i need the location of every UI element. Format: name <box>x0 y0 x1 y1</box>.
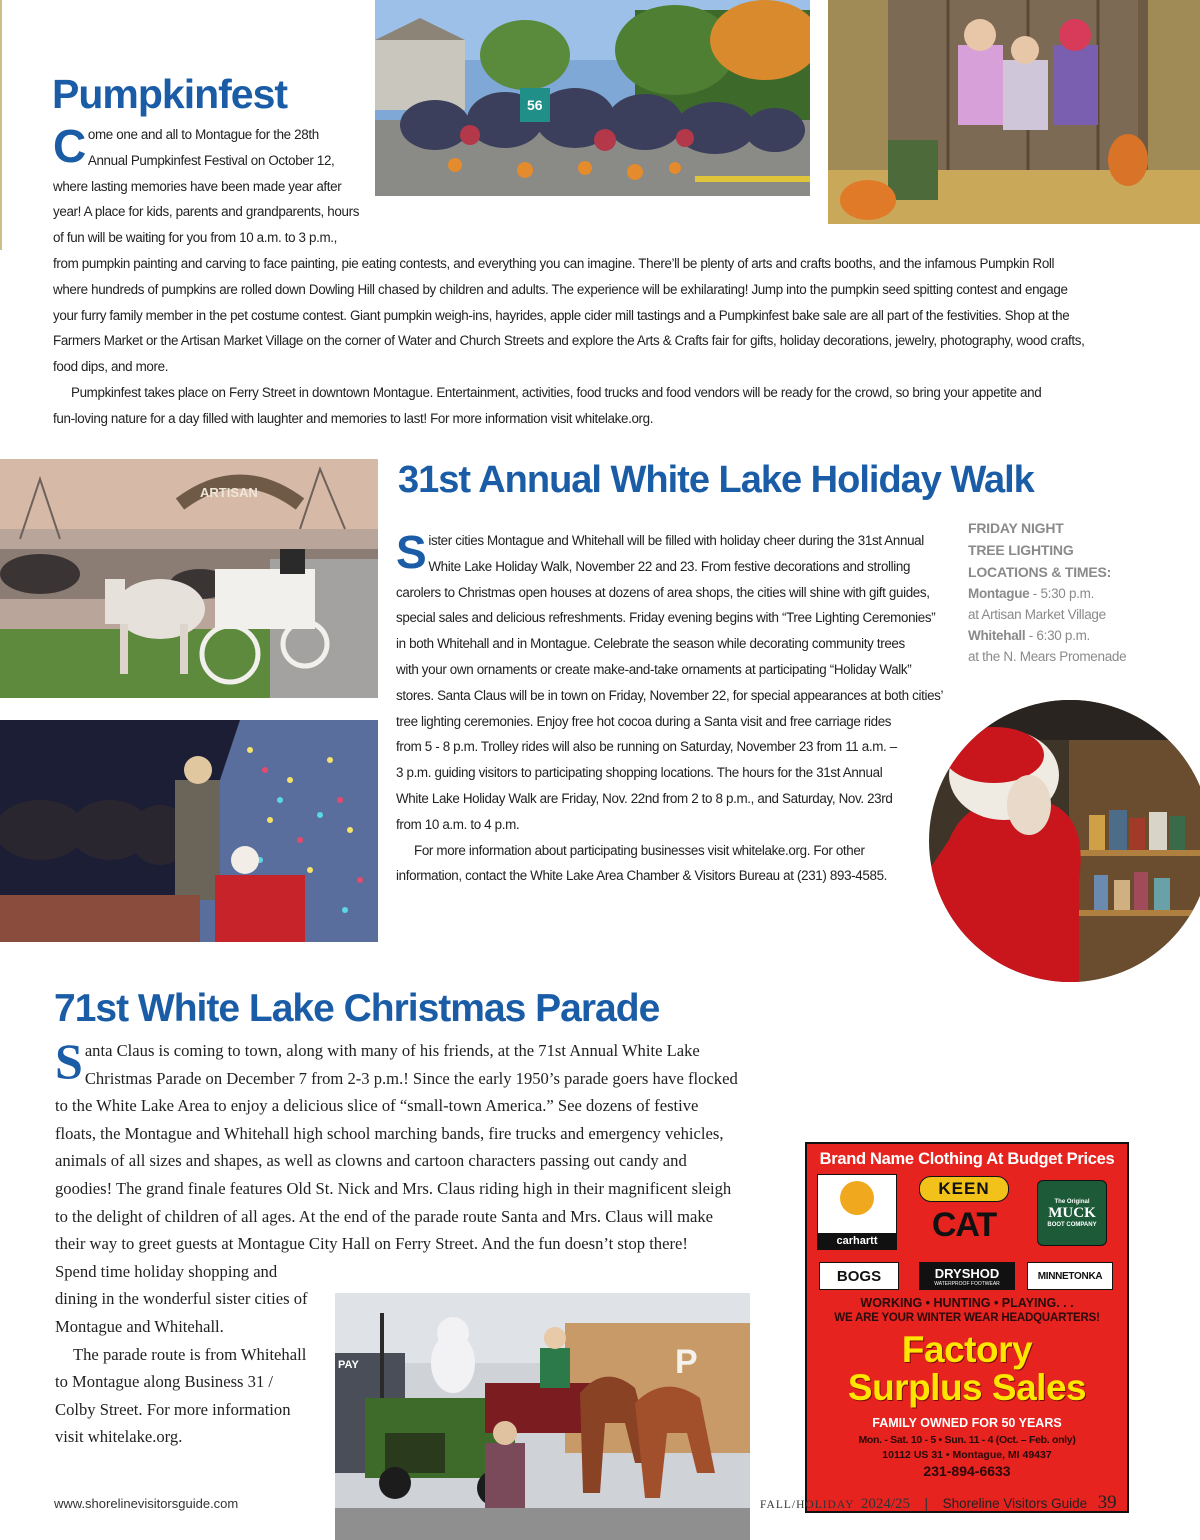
holiday-walk-line: For more information about participating businesses visit whitelake.org. For other <box>414 842 865 858</box>
pumpkinfest-line: Farmers Market or the Artisan Market Village on the corner of Water and Church Streets and explore the Arts & Crafts fair for gifts, holiday decorations, jewelry, photography, wood crafts, <box>53 333 1085 349</box>
pumpkinfest-line: fun-loving nature for a day filled with laughter and memories to last! For more information visit whitelake.org. <box>53 410 654 426</box>
pumpkinfest-line: year! A place for kids, parents and grandparents, hours <box>53 204 360 220</box>
holiday-walk-line: ister cities Montague and Whitehall will be filled with holiday cheer during the 31st Annual <box>428 533 924 548</box>
pumpkinfest-line: from pumpkin painting and carving to face painting, pie eating contests, and everything you can imagine. There’ll be plenty of arts and crafts booths, and the infamous Pumpkin Roll <box>53 255 1055 271</box>
sidebar-montague-time <box>968 583 1168 604</box>
parade-line: Christmas Parade on December 7 from 2-3 p.m.! Since the early 1950’s parade goers have flocked <box>84 1068 738 1088</box>
pumpkinfest-dropcap: C <box>53 120 86 172</box>
parade-title: 71st White Lake Christmas Parade <box>54 987 660 1030</box>
ad-address: 10112 US 31 • Montague, MI 49437 <box>882 1449 1052 1461</box>
sidebar-montague-place: at Artisan Market Village <box>968 607 1106 622</box>
factory-surplus-ad[interactable] <box>805 1142 1129 1513</box>
holiday-walk-line: in both Whitehall and in Montague. Celebrate the season while decorating community trees <box>396 636 905 652</box>
sidebar-heading-line: FRIDAY NIGHT <box>968 520 1064 536</box>
ad-tagline-1: WORKING • HUNTING • PLAYING. . . <box>860 1296 1074 1310</box>
holiday-walk-line: special sales and delicious refreshments. Friday evening begins with “Tree Lighting Ceremonies” <box>396 610 936 626</box>
parade-line: Colby Street. For more information <box>55 1399 291 1419</box>
pumpkinfest-line: ome one and all to Montague for the 28th <box>87 127 319 142</box>
sidebar-whitehall-place: at the N. Mears Promenade <box>968 649 1127 664</box>
holiday-walk-dropcap: S <box>396 526 427 578</box>
parade-line: dining in the wonderful sister cities of <box>55 1289 308 1309</box>
ad-family-owned: FAMILY OWNED FOR 50 YEARS <box>872 1416 1062 1430</box>
parade-line: goodies! The grand finale features Old St. Nick and Mrs. Claus riding high in their magnificent sleigh <box>55 1178 732 1198</box>
ad-phone[interactable]: 231-894-6633 <box>923 1463 1011 1479</box>
pumpkinfest-line: where hundreds of pumpkins are rolled down Dowling Hill chased by children and adults. The experience will be exhilarating! Jump into the pumpkin seed spitting contest and engage <box>53 281 1068 297</box>
ad-store-name-line-2: Surplus Sales <box>847 1367 1087 1408</box>
holiday-walk-line: White Lake Holiday Walk are Friday, Nov. 22nd from 2 to 8 p.m., and Saturday, Nov. 23rd <box>396 790 893 806</box>
ad-store-name-line-1: Factory <box>901 1329 1033 1370</box>
pumpkinfest-line: of fun will be waiting for you from 10 a.m. to 3 p.m., <box>53 230 338 246</box>
pumpkinfest-line: food dips, and more. <box>53 359 169 375</box>
cat-logo: CAT <box>931 1206 997 1244</box>
parade-line: The parade route is from Whitehall <box>73 1344 307 1364</box>
holiday-walk-line: tree lighting ceremonies. Enjoy free hot cocoa during a Santa visit and free carriage rides <box>396 713 892 729</box>
holiday-walk-line: stores. Santa Claus will be in town on Friday, November 22, for special appearances at both cities’ <box>396 687 944 703</box>
muck-logo <box>1037 1180 1107 1246</box>
footer-season: FALL/HOLIDAY <box>760 1499 855 1511</box>
sidebar-heading-line: TREE LIGHTING <box>968 542 1074 558</box>
holiday-walk-title: 31st Annual White Lake Holiday Walk <box>398 459 1034 501</box>
tree-lighting-sidebar <box>968 517 1168 667</box>
parade-line: to the delight of children of all ages. At the end of the parade route Santa and Mrs. Claus will make <box>55 1206 714 1226</box>
dryshod-logo <box>919 1262 1015 1290</box>
parade-line: to the White Lake Area to enjoy a delicious slice of “small-town America.” See dozens of festive <box>55 1096 699 1116</box>
ad-headline: Brand Name Clothing At Budget Prices <box>819 1150 1115 1168</box>
ad-tagline-2: WE ARE YOUR WINTER WEAR HEADQUARTERS! <box>834 1312 1100 1324</box>
footer-website[interactable]: www.shorelinevisitorsguide.com <box>54 1496 239 1511</box>
footer-page-number: 39 <box>1097 1492 1117 1513</box>
dryshod-sub-text: WATERPROOF FOOTWEAR <box>934 1280 1000 1287</box>
pumpkinfest-body <box>53 122 1133 432</box>
pumpkinfest-line: Annual Pumpkinfest Festival on October 12, <box>87 152 335 168</box>
shop-sign-right: P <box>675 1343 698 1381</box>
pumpkinfest-line: Pumpkinfest takes place on Ferry Street in downtown Montague. Entertainment, activities, food trucks and food vendors will be ready for the crowd, so bring your appetite and <box>71 384 1042 400</box>
footer-publication: Shoreline Visitors Guide <box>942 1496 1088 1511</box>
parade-line: animals of all sizes and shapes, as well as clowns and cartoon characters passing out candy and <box>55 1151 687 1171</box>
ad-hours: Mon. - Sat. 10 - 5 • Sun. 11 - 4 (Oct. – Feb. only) <box>858 1434 1076 1446</box>
parade-line: their way to greet guests at Montague City Hall on Ferry Street. And the fun doesn’t stop there! <box>55 1234 688 1254</box>
jersey-number: 56 <box>527 97 543 113</box>
sidebar-montague-time-text: - 5:30 p.m. <box>1029 586 1095 601</box>
muck-top-text: The Original <box>1054 1198 1090 1205</box>
muck-text: MUCK <box>1048 1204 1096 1221</box>
minnetonka-logo: MINNETONKA <box>1027 1262 1113 1290</box>
holiday-walk-body <box>396 528 956 889</box>
holiday-walk-line: 3 p.m. guiding visitors to participating shopping locations. The hours for the 31st Annual <box>396 765 883 781</box>
shop-sign-left: PAY <box>338 1359 359 1371</box>
carhartt-text: carhartt <box>818 1233 896 1249</box>
page-edge-line <box>0 0 2 250</box>
bogs-logo: BOGS <box>819 1262 899 1290</box>
holiday-walk-line: information, contact the White Lake Area Chamber & Visitors Bureau at (231) 893-4585. <box>396 868 888 884</box>
sidebar-whitehall-name: Whitehall <box>968 628 1026 643</box>
parade-line: to Montague along Business 31 / <box>55 1372 274 1392</box>
pumpkinfest-title: Pumpkinfest <box>52 71 288 117</box>
holiday-walk-carriage-photo <box>0 459 378 698</box>
holiday-walk-line: White Lake Holiday Walk, November 22 and 23. From festive decorations and strolling <box>428 558 911 574</box>
artisan-sign-text: ARTISAN <box>200 485 258 500</box>
parade-line: Montague and Whitehall. <box>55 1316 224 1336</box>
holiday-walk-tree-lighting-photo <box>0 720 378 942</box>
pumpkinfest-line: your furry family member in the pet costume contest. Giant pumpkin weigh-ins, hayrides, apple cider mill tastings and a Pumpkinfest bake sale are all part of the festivities. Shop at the <box>53 307 1070 323</box>
holiday-walk-line: carolers to Christmas open houses at dozens of area shops, the cities will shine with gift guides, <box>396 584 930 600</box>
carhartt-c-icon <box>840 1181 874 1215</box>
dryshod-text: DRYSHOD <box>934 1265 1000 1281</box>
parade-line: Spend time holiday shopping and <box>55 1261 278 1281</box>
santa-bookstore-photo <box>929 700 1200 982</box>
holiday-walk-line: from 5 - 8 p.m. Trolley rides will also be running on Saturday, November 23 from 11 a.m. – <box>396 739 897 755</box>
footer-separator: | <box>924 1495 929 1511</box>
parade-line: anta Claus is coming to town, along with many of his friends, at the 71st Annual White Lake <box>84 1041 700 1060</box>
footer-right <box>760 1492 1140 1514</box>
carhartt-logo <box>817 1174 897 1250</box>
sidebar-montague-name: Montague <box>968 586 1030 601</box>
sidebar-whitehall-time <box>968 625 1168 646</box>
parade-line: visit whitelake.org. <box>55 1427 183 1447</box>
pumpkinfest-line: where lasting memories have been made year after <box>53 178 342 194</box>
holiday-walk-line: from 10 a.m. to 4 p.m. <box>396 816 520 832</box>
parade-horses-photo <box>335 1293 750 1540</box>
keen-logo: KEEN <box>919 1176 1009 1202</box>
muck-bottom-text: BOOT COMPANY <box>1047 1221 1097 1228</box>
parade-line: floats, the Montague and Whitehall high school marching bands, fire trucks and emergency vehicles, <box>55 1123 724 1143</box>
sidebar-heading-line: LOCATIONS & TIMES: <box>968 564 1112 580</box>
parade-dropcap: S <box>55 1033 83 1089</box>
footer-year: 2024/25 <box>860 1496 911 1512</box>
holiday-walk-line: with your own ornaments or create make-and-take ornaments at participating “Holiday Walk” <box>396 661 912 677</box>
sidebar-whitehall-time-text: - 6:30 p.m. <box>1025 628 1090 643</box>
